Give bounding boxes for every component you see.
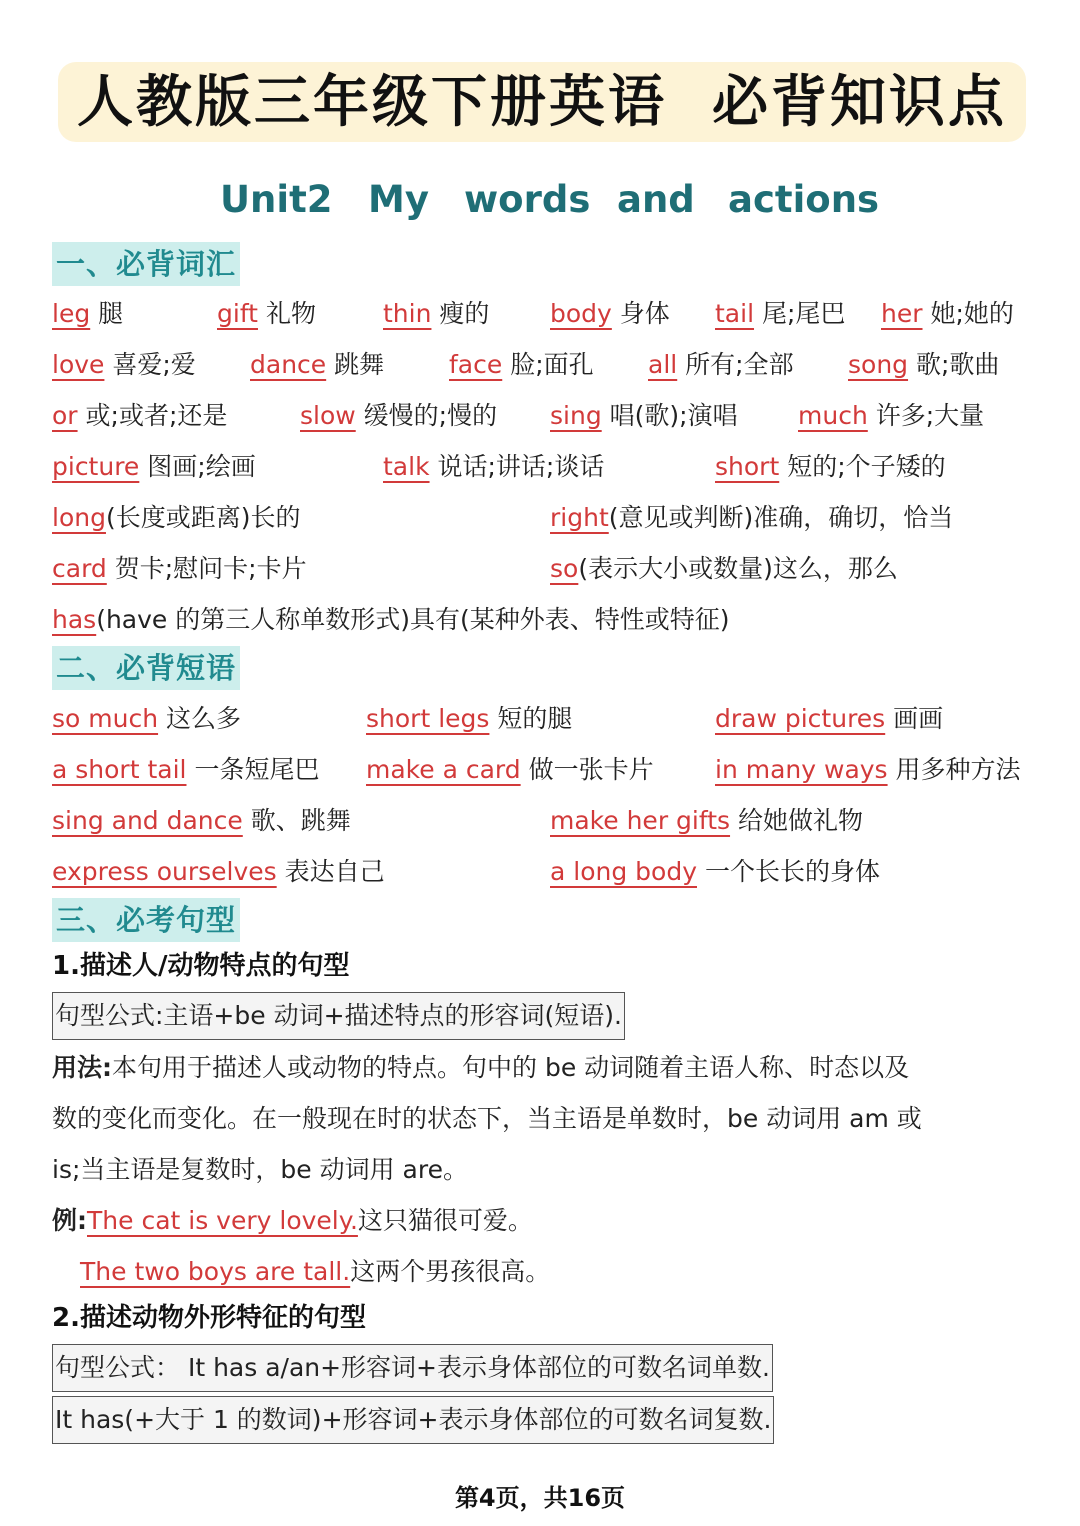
phrase-item: a long body 一个长长的身体 [550, 857, 880, 886]
example-sentence: 例:The cat is very lovely.这只猫很可爱。 [52, 1206, 533, 1235]
vocab-item: sing 唱(歌);演唱 [550, 401, 738, 430]
phrase-item: make a card 做一张卡片 [366, 755, 654, 784]
phrase-item: in many ways 用多种方法 [715, 755, 1021, 784]
vocab-item: much 许多;大量 [798, 401, 985, 430]
unit-word-5: actions [728, 178, 880, 221]
phrase-item: short legs 短的腿 [366, 704, 573, 733]
pattern2-formula-box: 句型公式： It has a/an+形容词+表示身体部位的可数名词单数. [52, 1344, 773, 1392]
unit-word-4: and [617, 178, 695, 221]
vocab-item: face 脸;面孔 [449, 350, 594, 379]
vocab-item: her 她;她的 [881, 299, 1014, 328]
vocab-item: picture 图画;绘画 [52, 452, 256, 481]
vocab-item: right(意见或判断)准确，确切，恰当 [550, 503, 954, 532]
vocab-item: has(have 的第三人称单数形式)具有(某种外表、特性或特征) [52, 605, 730, 634]
vocab-item: long(长度或距离)长的 [52, 503, 301, 532]
phrase-item: so much 这么多 [52, 704, 242, 733]
vocab-item: or 或;或者;还是 [52, 401, 228, 430]
vocab-item: all 所有;全部 [648, 350, 794, 379]
vocab-item: body 身体 [550, 299, 670, 328]
example-sentence: The two boys are tall.这两个男孩很高。 [80, 1257, 551, 1286]
phrase-item: draw pictures 画画 [715, 704, 944, 733]
vocab-item: talk 说话;讲话;谈话 [383, 452, 605, 481]
vocab-item: leg 腿 [52, 299, 124, 328]
pattern1-usage-line: 用法:本句用于描述人或动物的特点。句中的 be 动词随着主语人称、时态以及 [52, 1053, 910, 1082]
section-sentences-heading: 三、必考句型 [52, 898, 240, 942]
unit-word-1: Unit2 [220, 178, 333, 221]
vocab-item: slow 缓慢的;慢的 [300, 401, 498, 430]
vocab-item: card 贺卡;慰问卡;卡片 [52, 554, 307, 583]
vocab-item: dance 跳舞 [250, 350, 385, 379]
vocab-item: so(表示大小或数量)这么，那么 [550, 554, 898, 583]
vocab-item: tail 尾;尾巴 [715, 299, 846, 328]
phrase-item: make her gifts 给她做礼物 [550, 806, 864, 835]
pattern1-usage-line: 数的变化而变化。在一般现在时的状态下，当主语是单数时，be 动词用 am 或 [52, 1104, 922, 1133]
page-number: 第4页，共16页 [454, 1484, 626, 1512]
pattern1-usage-line: is;当主语是复数时，be 动词用 are。 [52, 1155, 468, 1184]
pattern1-heading: 1.描述人/动物特点的句型 [52, 951, 350, 981]
phrase-item: sing and dance 歌、跳舞 [52, 806, 351, 835]
phrase-item: a short tail 一条短尾巴 [52, 755, 320, 784]
page-title: 人教版三年级下册英语 必背知识点 [77, 69, 1007, 135]
unit-word-2: My [368, 178, 429, 221]
vocab-item: thin 瘦的 [383, 299, 490, 328]
pattern2-formula-box: It has(+大于 1 的数词)+形容词+表示身体部位的可数名词复数. [52, 1396, 774, 1444]
section-phrases-heading: 二、必背短语 [52, 646, 240, 690]
phrase-item: express ourselves 表达自己 [52, 857, 385, 886]
vocab-item: love 喜爱;爱 [52, 350, 196, 379]
vocab-item: gift 礼物 [217, 299, 316, 328]
pattern2-heading: 2.描述动物外形特征的句型 [52, 1303, 366, 1333]
vocab-item: short 短的;个子矮的 [715, 452, 946, 481]
vocab-item: song 歌;歌曲 [848, 350, 1000, 379]
section-vocab-heading: 一、必背词汇 [52, 242, 240, 286]
unit-word-3: words [464, 178, 591, 221]
pattern1-formula-box: 句型公式:主语+be 动词+描述特点的形容词(短语). [52, 992, 625, 1040]
